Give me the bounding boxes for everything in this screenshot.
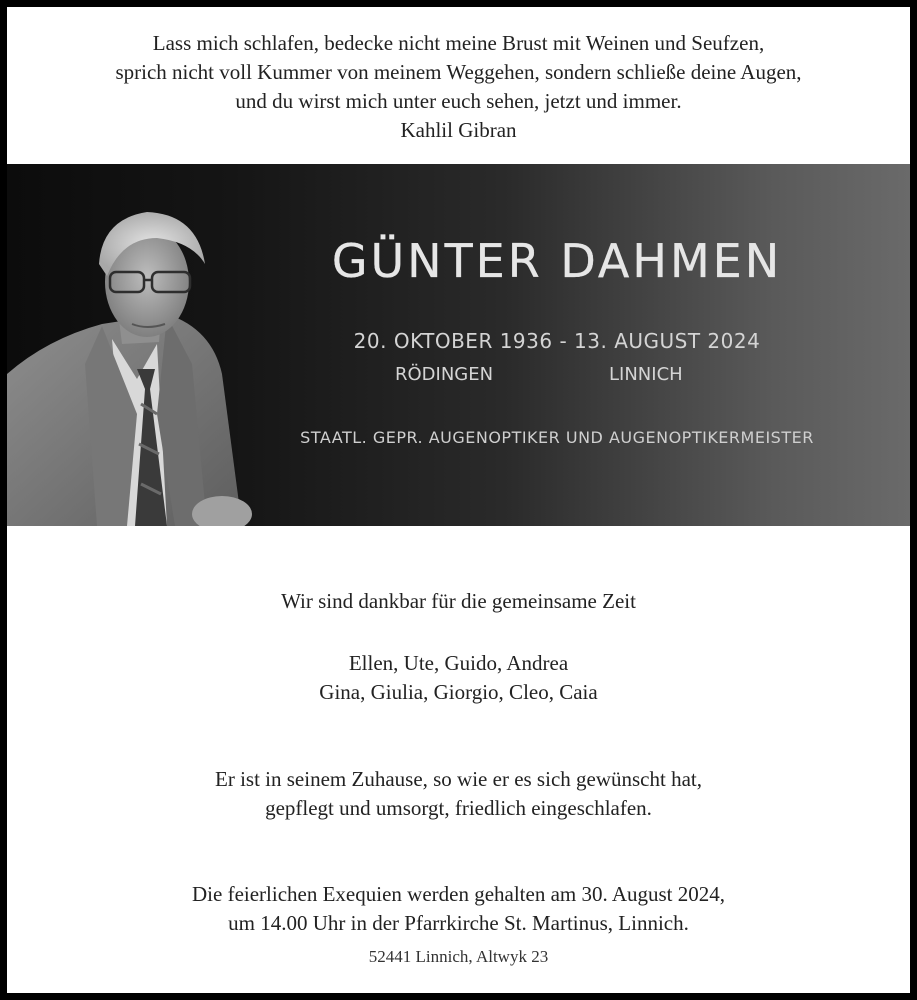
passing-text — [7, 765, 910, 823]
quote-line-2: sprich nicht voll Kummer von meinem Weggehen, sondern schließe deine Augen, — [115, 60, 802, 84]
quote-line-3: und du wirst mich unter euch sehen, jetzt und immer. — [235, 89, 682, 113]
family-names — [7, 649, 910, 707]
passing-line-2: gepflegt und umsorgt, friedlich eingeschlafen. — [265, 796, 652, 820]
thanks-line: Wir sind dankbar für die gemeinsame Zeit — [281, 589, 636, 613]
life-dates: 20. OKTOBER 1936 - 13. AUGUST 2024 — [353, 329, 761, 353]
quote-block — [7, 29, 910, 145]
family-line-2: Gina, Giulia, Giorgio, Cleo, Caia — [319, 680, 598, 704]
service-line-2: um 14.00 Uhr in der Pfarrkirche St. Martinus, Linnich. — [228, 911, 689, 935]
passing-line-1: Er ist in seinem Zuhause, so wie er es sich gewünscht hat, — [215, 767, 702, 791]
obituary-notice — [7, 7, 910, 993]
family-line-1: Ellen, Ute, Guido, Andrea — [348, 651, 569, 675]
deceased-name: GÜNTER DAHMEN — [331, 234, 783, 288]
service-line-1: Die feierlichen Exequien werden gehalten am 30. August 2024, — [192, 882, 725, 906]
quote-line-1: Lass mich schlafen, bedecke nicht meine Brust mit Weinen und Seufzen, — [152, 31, 765, 55]
birth-place: RÖDINGEN — [395, 364, 494, 385]
service-info — [7, 880, 910, 938]
name-banner — [7, 164, 910, 526]
death-place: LINNICH — [609, 364, 683, 385]
profession: STAATL. GEPR. AUGENOPTIKER UND AUGENOPTIKERMEISTER — [300, 428, 814, 447]
address: 52441 Linnich, Altwyk 23 — [368, 947, 549, 966]
portrait-photo — [7, 164, 257, 526]
thanks-text — [7, 587, 910, 616]
quote-author: Kahlil Gibran — [400, 118, 517, 142]
